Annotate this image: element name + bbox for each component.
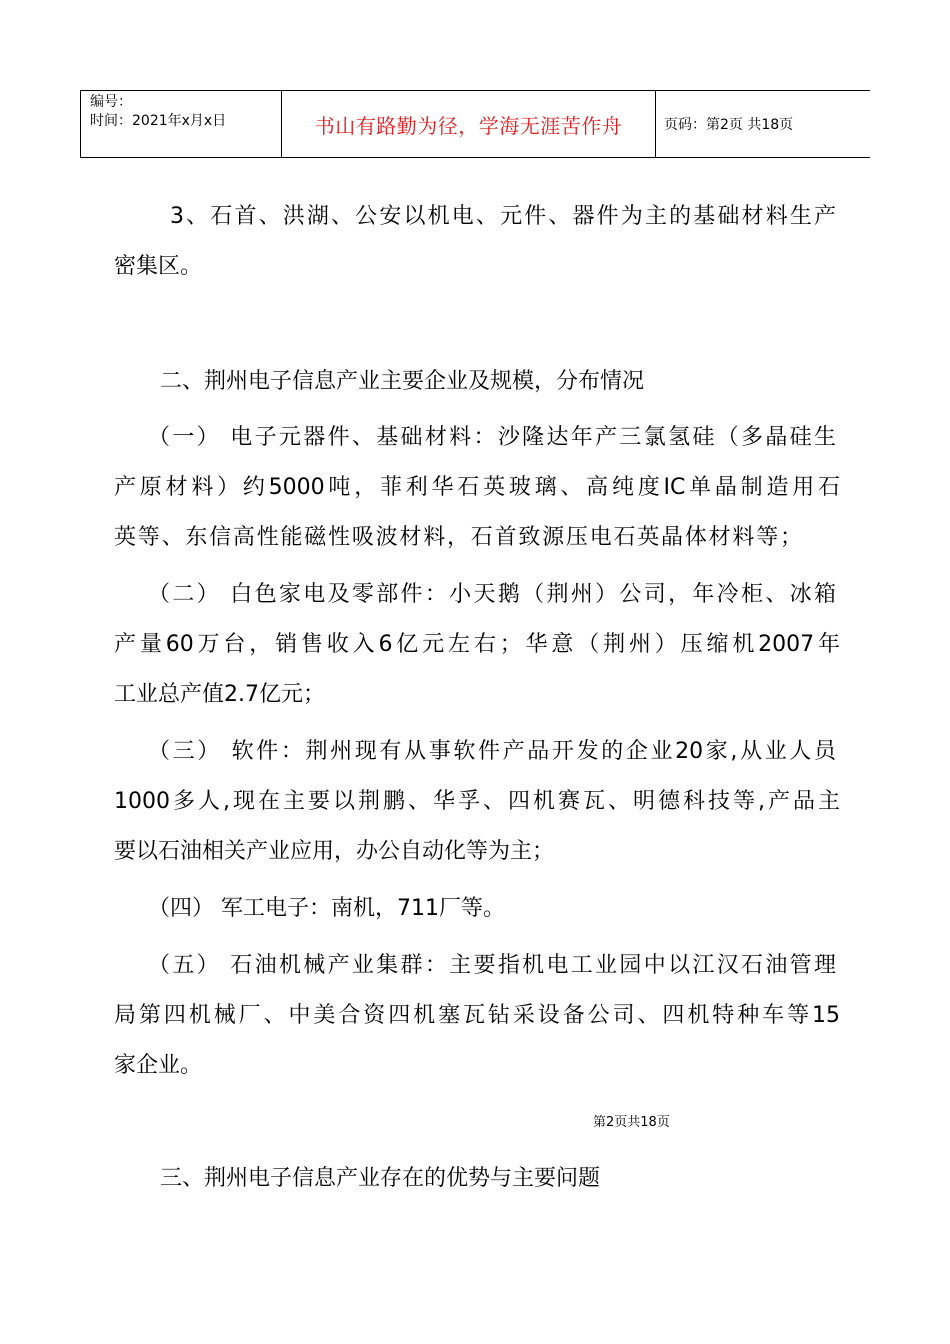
- motto-text: 书山有路勤为径，学海无涯苦作舟: [314, 113, 623, 138]
- serial-number-label: 编号：: [90, 94, 132, 110]
- paragraph-line: 家企业。: [114, 1053, 203, 1078]
- paragraph-line: 产量60万台，销售收入6亿元左右；华意（荆州）压缩机2007年: [114, 632, 840, 657]
- section-heading: 二、荆州电子信息产业主要企业及规模，分布情况: [160, 369, 645, 394]
- section-heading: 三、荆州电子信息产业存在的优势与主要问题: [160, 1166, 601, 1191]
- paragraph-line: 密集区。: [114, 254, 203, 279]
- footer-page-number: 第2页共18页: [593, 1115, 670, 1130]
- paragraph-line: 工业总产值2.7亿元；: [114, 682, 325, 707]
- header-motto-cell: [282, 91, 656, 157]
- header-page-cell: [656, 91, 870, 157]
- document-header-table: [80, 90, 870, 158]
- paragraph-line: （三） 软件：荆州现有从事软件产品开发的企业20家,从业人员: [148, 739, 836, 764]
- paragraph-line: 英等、东信高性能磁性吸波材料，石首致源压电石英晶体材料等；: [114, 525, 802, 550]
- paragraph-line: 要以石油相关产业应用，办公自动化等为主；: [114, 839, 555, 864]
- header-meta-cell: [81, 91, 282, 157]
- paragraph-line: （二） 白色家电及零部件：小天鹅（荆州）公司，年冷柜、冰箱: [148, 582, 836, 607]
- paragraph-line: （四） 军工电子：南机，711厂等。: [148, 896, 505, 921]
- page-info-text: 页码：第2页 共18页: [664, 117, 794, 133]
- paragraph-line: （一） 电子元器件、基础材料：沙隆达年产三氯氢硅（多晶硅生: [148, 425, 836, 450]
- paragraph-line: 局第四机械厂、中美合资四机塞瓦钻采设备公司、四机特种车等15: [114, 1003, 840, 1028]
- date-label: 时间：2021年x月x日: [90, 113, 227, 129]
- paragraph-line: 产原材料）约5000吨，菲利华石英玻璃、高纯度IC单晶制造用石: [114, 475, 840, 500]
- paragraph-line: 1000多人,现在主要以荆鹏、华孚、四机赛瓦、明德科技等,产品主: [114, 789, 840, 814]
- paragraph-line: 3、石首、洪湖、公安以机电、元件、器件为主的基础材料生产: [170, 204, 836, 229]
- paragraph-line: （五） 石油机械产业集群：主要指机电工业园中以江汉石油管理: [148, 953, 836, 978]
